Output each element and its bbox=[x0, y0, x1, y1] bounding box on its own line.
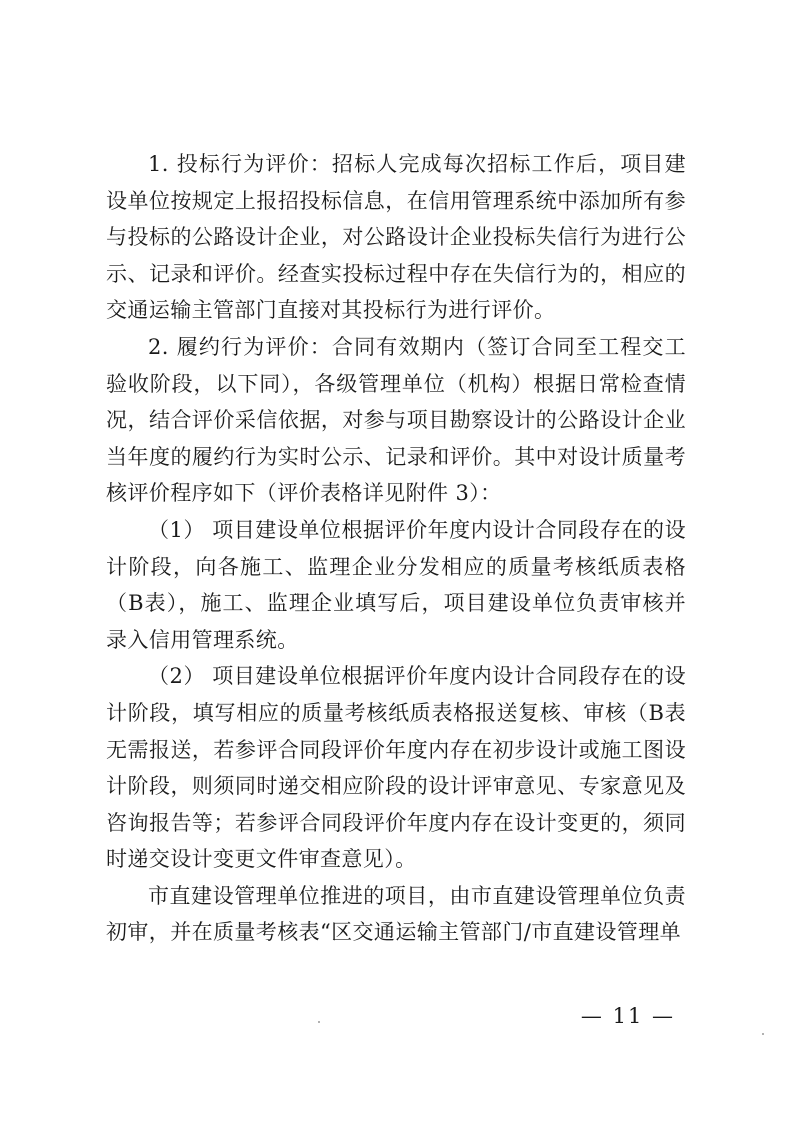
body-text bbox=[106, 146, 686, 951]
scan-speck bbox=[318, 1021, 320, 1023]
paragraph-step-2: （2） 项目建设单位根据评价年度内设计合同段存在的设计阶段，填写相应的质量考核纸质表格报送复核、审核（B表无需报送，若参评合同段评价年度内存在初步设计或施工图设计阶段，则须同时递交相应阶段的设计评审意见、专家意见及咨询报告等；若参评合同段评价年度内存在设计变更的，须同时递交设计变更文件审查意见）。 bbox=[106, 664, 686, 872]
paragraph-bidding-evaluation: 1. 投标行为评价：招标人完成每次招标工作后，项目建设单位按规定上报招投标信息，在信用管理系统中添加所有参与投标的公路设计企业，对公路设计企业投标失信行为进行公示、记录和评价。经查实投标过程中存在失信行为的，相应的交通运输主管部门直接对其投标行为进行评价。 bbox=[106, 152, 686, 323]
paragraph-municipal-projects: 市直建设管理单位推进的项目，由市直建设管理单位负责初审，并在质量考核表“区交通运输主管部门/市直建设管理单 bbox=[106, 883, 686, 945]
paragraph-contract-performance: 2. 履约行为评价：合同有效期内（签订合同至工程交工验收阶段，以下同），各级管理单位（机构）根据日常检查情况，结合评价采信依据，对参与项目勘察设计的公路设计企业当年度的履约行为实时公示、记录和评价。其中对设计质量考核评价程序如下（评价表格详见附件 3）： bbox=[106, 334, 686, 506]
page-number: — 11 — bbox=[580, 1004, 675, 1028]
scan-speck bbox=[762, 1033, 764, 1035]
paragraph-step-1: （1） 项目建设单位根据评价年度内设计合同段存在的设计阶段，向各施工、监理企业分发相应的质量考核纸质表格（B表），施工、监理企业填写后，项目建设单位负责审核并录入信用管理系统。 bbox=[106, 517, 686, 652]
